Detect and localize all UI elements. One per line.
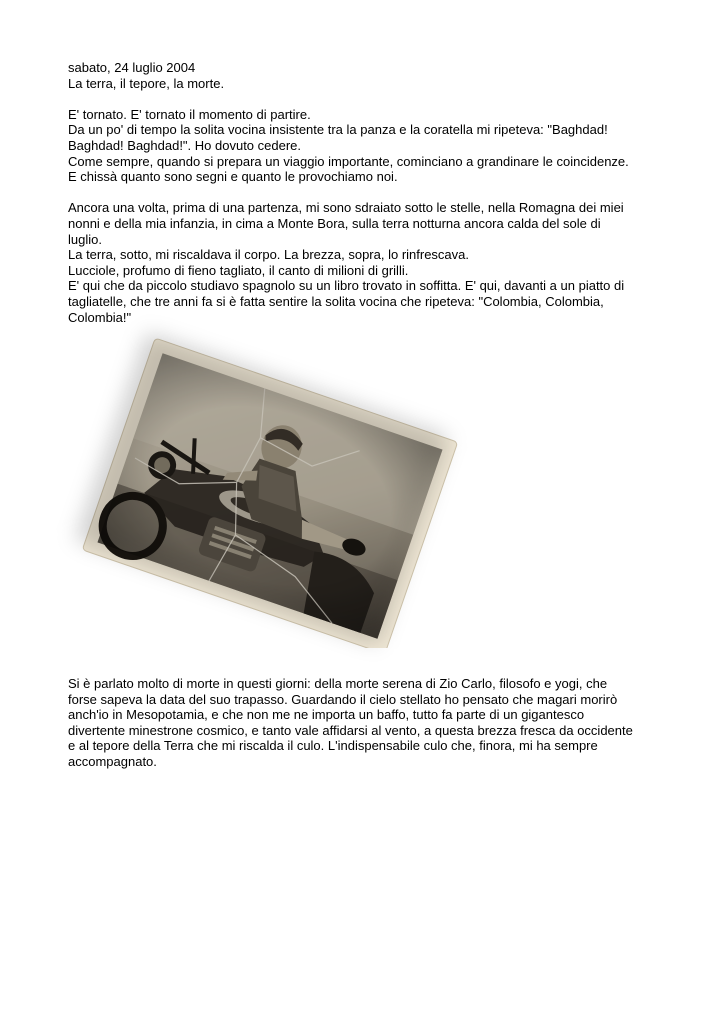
paragraph-line: Da un po' di tempo la solita vocina insistente tra la panza e la coratella mi ripeteva: "Baghdad! (68, 122, 608, 138)
vintage-photo (80, 338, 460, 648)
paragraph-line: luglio. (68, 231, 102, 247)
paragraph-line: divertente minestrone cosmico, e tanto vale affidarsi al vento, a questa brezza fresca da occidente (68, 722, 633, 738)
paragraph-line: Ancora una volta, prima di una partenza, mi sono sdraiato sotto le stelle, nella Romagna dei miei (68, 200, 624, 216)
closing-paragraph (68, 676, 664, 770)
paragraph-line: accompagnato. (68, 753, 157, 769)
paragraph-line: Baghdad! Baghdad!". Ho dovuto cedere. (68, 137, 302, 153)
paragraph-line: anch'io in Mesopotamia, e che non me ne importa un baffo, tutto fa parte di un gigantesco (68, 707, 585, 723)
paragraph-line: nonni e della mia infanzia, in cima a Monte Bora, sulla terra notturna ancora calda del sole di (68, 215, 601, 231)
paragraph-line: Colombia!" (68, 309, 132, 325)
paragraph-line: E' tornato. E' tornato il momento di partire. (68, 106, 311, 122)
paragraph-line: Lucciole, profumo di fieno tagliato, il canto di milioni di grilli. (68, 262, 409, 278)
paragraph-gap (68, 185, 664, 201)
post-date: sabato, 24 luglio 2004 (68, 60, 196, 75)
paragraph-line: e al tepore della Terra che mi riscalda il culo. L'indispensabile culo che, finora, mi ha sempre (68, 738, 598, 754)
paragraph-line: tagliatelle, che tre anni fa si è fatta sentire la solita vocina che ripeteva: "Colombia, Colombia, (68, 293, 604, 309)
post-header-and-body (68, 60, 664, 325)
post-title: La terra, il tepore, la morte. (68, 75, 225, 91)
paragraph-line: E chissà quanto sono segni e quanto le provochiamo noi. (68, 169, 398, 185)
paragraph-line: La terra, sotto, mi riscaldava il corpo. La brezza, sopra, lo rinfrescava. (68, 247, 470, 263)
paragraph-line: E' qui che da piccolo studiavo spagnolo su un libro trovato in soffitta. E' qui, davanti a un piatto di (68, 278, 625, 294)
paragraph-line: forse sapeva la data del suo trapasso. Guardando il cielo stellato ho pensato che magari morirò (68, 691, 618, 707)
paragraph-line: Si è parlato molto di morte in questi giorni: della morte serena di Zio Carlo, filosofo e yogi, che (68, 676, 608, 691)
intro-paragraph (68, 107, 664, 185)
paragraph-gap (68, 91, 664, 107)
paragraph-line: Come sempre, quando si prepara un viaggio importante, cominciano a grandinare le coincidenze. (68, 153, 629, 169)
story-paragraph (68, 200, 664, 325)
